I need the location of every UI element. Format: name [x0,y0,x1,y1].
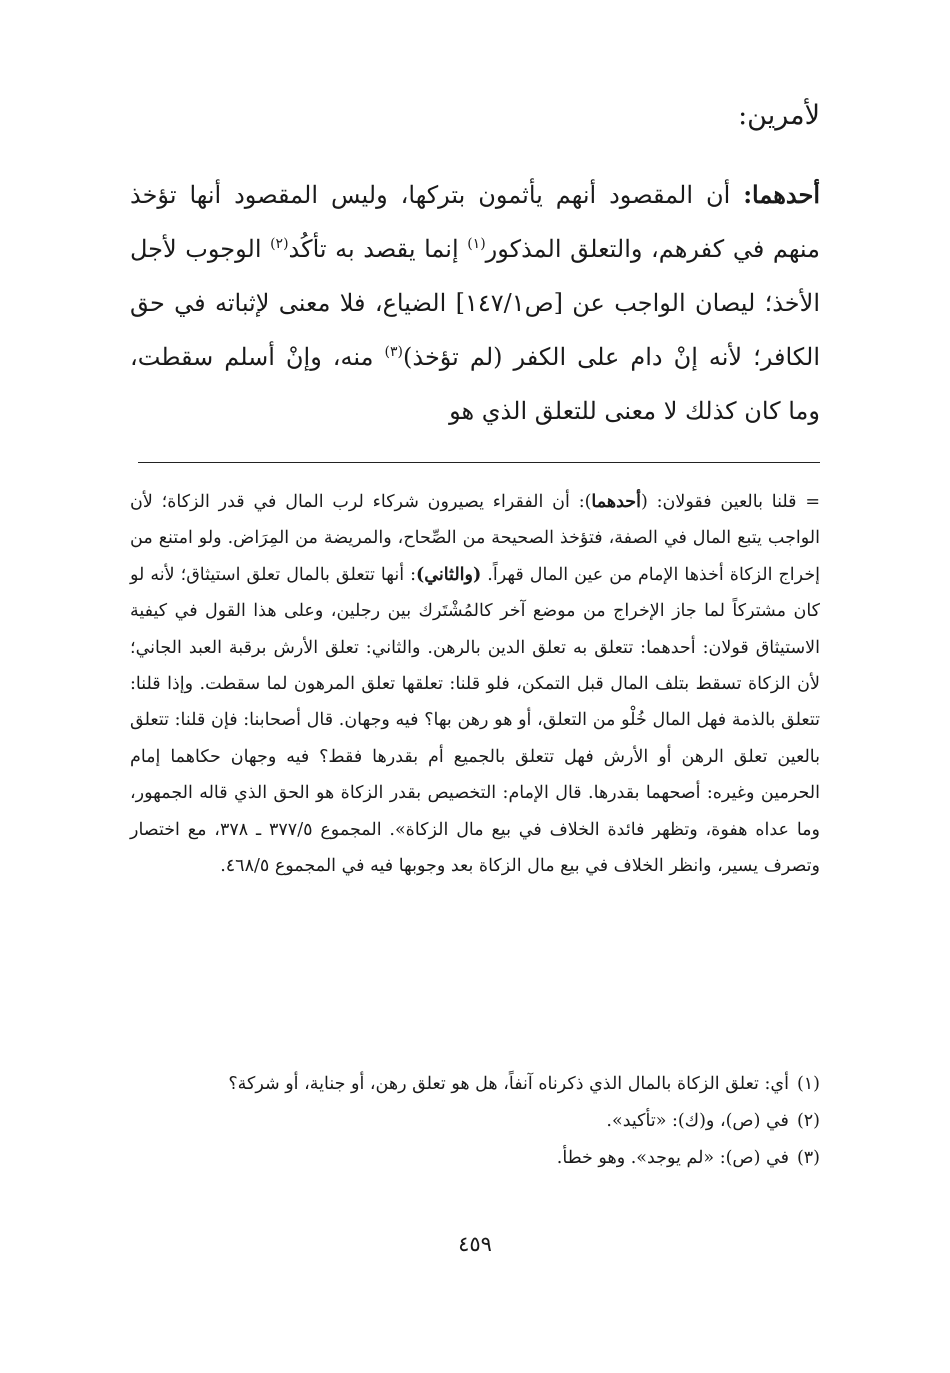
footnote-text: : أنها تتعلق بالمال تعلق استيثاق؛ لأنه لو كان مشتركاً لما جاز الإخراج من موضع آخر كالمُشْتَرك بين رجلين، وعلى هذا القول في كيفية الاستيثاق قولان: أحدهما: تتعلق به تعلق الدين بالرهن. والثاني: تعلق الأرش برقبة العبد الجاني؛ لأن الزكاة تسقط بتلف المال قبل التمكن، فلو قلنا: تعلقها تعلق المرهون لما سقطت. وإذا قلنا: تتعلق بالذمة فهل المال خُلْو من التعلق، أو هو رهن بها؟ فيه وجهان. قال أصحابنا: فإن قلنا: تتعلق بالعين تعلق الرهن أو الأرش فهل تتعلق بالجميع أم بقدرها فقط؟ فيه وجهان حكاهما إمام الحرمين وغيره: أصحهما بقدرها. قال الإمام: التخصيص بقدر الزكاة هو الحق الذي قاله الجمهور، وما عداه هفوة، وتظهر فائدة الخلاف في بيع مال الزكاة». المجموع ٣٧٧/٥ ـ ٣٧٨، مع اختصار وتصرف يسير، وانظر الخلاف في بيع مال الزكاة بعد وجوبها فيه في المجموع ٤٦٨/٥. [130,564,820,877]
footnote-text: ): أن الفقراء يصيرون شركاء لرب المال في قدر الزكاة؛ لأن الواجب يتبع المال في الصفة، فتؤخذ الصحيحة من الصِّحاح، والمريضة من المِرَاض. ولو امتنع من إخراج الزكاة أخذها الإمام من عين المال قهراً. [130,492,820,585]
footnote-2 [130,1103,820,1139]
lead-term: أحدهما: [743,180,820,209]
page-number: ٤٥٩ [458,1232,492,1256]
footnote-text: = قلنا بالعين فقولان: ( [640,492,820,512]
footnote-number: (٢) [796,1111,820,1131]
footnote-bold-term: (والثاني) [415,564,482,585]
footnotes-list [130,1066,820,1177]
main-text-part: إنما يقصد به تأكُد [288,235,468,263]
footnote-continuation [130,484,820,884]
main-text-part: منه، وإنْ أسلم سقطت، وما كان كذلك لا معنى للتعلق الذي هو [130,343,820,425]
footnote-body: أي: تعلق الزكاة بالمال الذي ذكرناه آنفاً، هل هو تعلق رهن، أو جناية، أو شركة؟ [228,1074,789,1094]
footnote-number: (٣) [796,1148,820,1168]
main-text-part: أن المقصود أنهم يأثمون بتركها، وليس المقصود أنها تؤخذ منهم في كفرهم، والتعلق المذكور [130,181,821,263]
footnote-body: في (ص)، و(ك): «تأكيد». [606,1111,789,1131]
footnote-ref-1[interactable]: (١) [467,236,486,252]
footnote-bold-term: أحدهما [591,492,641,512]
footnote-separator [138,462,820,463]
section-heading: لأمرين: [738,100,820,131]
footnote-ref-3[interactable]: (٣) [384,344,403,360]
main-text-part: الوجوب لأجل الأخذ؛ ليصان الواجب عن [ص١٤٧/١] الضياع، فلا معنى لإثباته في حق الكافر؛ لأنه إنْ دام على الكفر (لم تؤخذ) [130,235,820,371]
footnote-body: في (ص): «لم يوجد». وهو خطأ. [556,1148,789,1168]
footnote-ref-2[interactable]: (٢) [270,236,289,252]
footnote-1 [130,1066,820,1102]
footnote-3 [130,1140,820,1176]
footnote-number: (١) [796,1074,820,1094]
main-paragraph [130,168,820,438]
